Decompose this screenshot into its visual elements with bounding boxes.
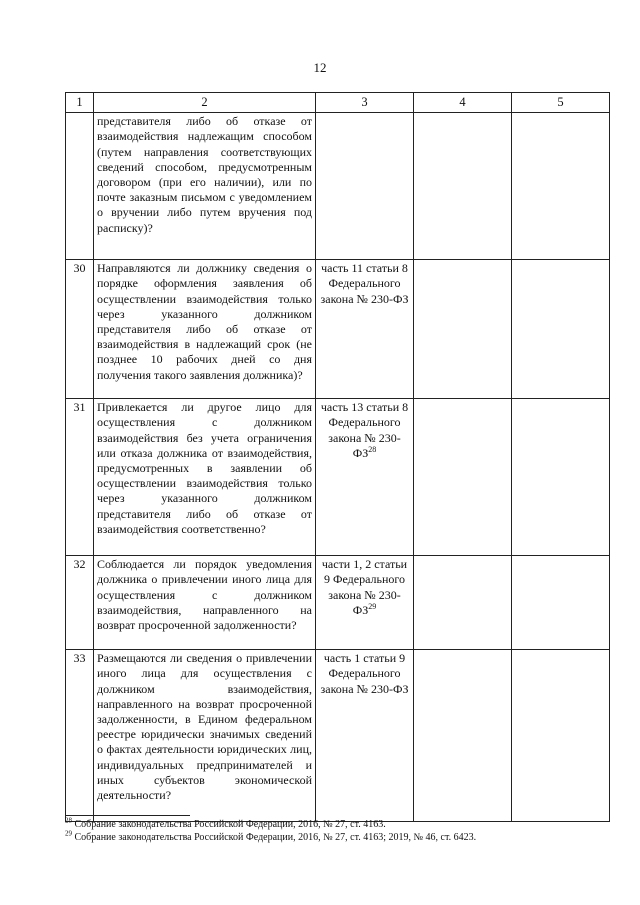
table-row (66, 556, 610, 650)
footnote (65, 831, 625, 844)
note-cell (512, 260, 610, 399)
header-col-4: 4 (414, 93, 512, 113)
answer-cell (414, 260, 512, 399)
footnote-number: 29 (65, 829, 72, 838)
note-cell (512, 650, 610, 822)
checklist-table (65, 92, 610, 822)
note-cell (512, 113, 610, 260)
row-number: 31 (66, 399, 94, 556)
footnote-text: Собрание законодательства Российской Федерации, 2016, № 27, ст. 4163; 2019, № 46, ст. 6423. (74, 832, 477, 843)
question-text: Соблюдается ли порядок уведомления должника о привлечении иного лица для осуществления с должником взаимодействия, направленного на возврат просроченной задолженности? (94, 556, 316, 650)
question-text: Привлекается ли другое лицо для осуществления с должником взаимодействия без учета ограничения или отказа должника от взаимодействия, предусмотренных в заявлении об осуществлении взаимодействия только через указанного должником представителя либо об отказе от взаимодействия соответственно? (94, 399, 316, 556)
row-number: 30 (66, 260, 94, 399)
table-row (66, 650, 610, 822)
footnote-number: 28 (65, 816, 72, 825)
table-header-row (66, 93, 610, 113)
answer-cell (414, 113, 512, 260)
question-text: Размещаются ли сведения о привлечении иного лица для осуществления с должником взаимодействия, направленного на возврат просроченной задолженности, в Едином федеральном реестре юридически значимых сведений о фактах деятельности юридических лиц, индивидуальных предпринимателей и иных субъектов экономической деятельности? (94, 650, 316, 822)
footnote-text: Собрание законодательства Российской Федерации, 2016, № 27, ст. 4163. (74, 819, 386, 830)
question-text: Направляются ли должнику сведения о порядке оформления заявления об осуществлении взаимодействия только через указанного должником представителя либо об отказе от взаимодействия в надлежащий срок (не позднее 10 рабочих дней со дня получения такого заявления должника)? (94, 260, 316, 399)
row-number: 33 (66, 650, 94, 822)
answer-cell (414, 650, 512, 822)
note-cell (512, 556, 610, 650)
row-number (66, 113, 94, 260)
footnote-mark: 29 (368, 601, 377, 611)
answer-cell (414, 399, 512, 556)
question-text: представителя либо об отказе от взаимодействия надлежащим способом (путем направления соответствующих сведений способом, предусмотренным договором (при его наличии), или по почте заказным письмом с уведомлением о вручении либо путем вручения под расписку)? (94, 113, 316, 260)
header-col-2: 2 (94, 93, 316, 113)
row-number: 32 (66, 556, 94, 650)
legal-reference: части 1, 2 статьи 9 Федерального закона № 230-ФЗ$^{29}$ (316, 556, 414, 650)
note-cell (512, 399, 610, 556)
header-col-1: 1 (66, 93, 94, 113)
page-number: 12 (313, 60, 327, 75)
legal-reference: часть 1 статьи 9 Федерального закона № 230-ФЗ (316, 650, 414, 822)
footnote-divider (65, 815, 190, 816)
legal-reference: часть 13 статьи 8 Федерального закона № 230-ФЗ$^{28}$ (316, 399, 414, 556)
legal-reference (316, 113, 414, 260)
header-col-3: 3 (316, 93, 414, 113)
answer-cell (414, 556, 512, 650)
footnotes (65, 818, 625, 844)
legal-reference: часть 11 статьи 8 Федерального закона № 230-ФЗ (316, 260, 414, 399)
table-row (66, 260, 610, 399)
table-row (66, 399, 610, 556)
footnote (65, 818, 625, 831)
footnote-mark: 28 (368, 444, 377, 454)
header-col-5: 5 (512, 93, 610, 113)
table-row (66, 113, 610, 260)
